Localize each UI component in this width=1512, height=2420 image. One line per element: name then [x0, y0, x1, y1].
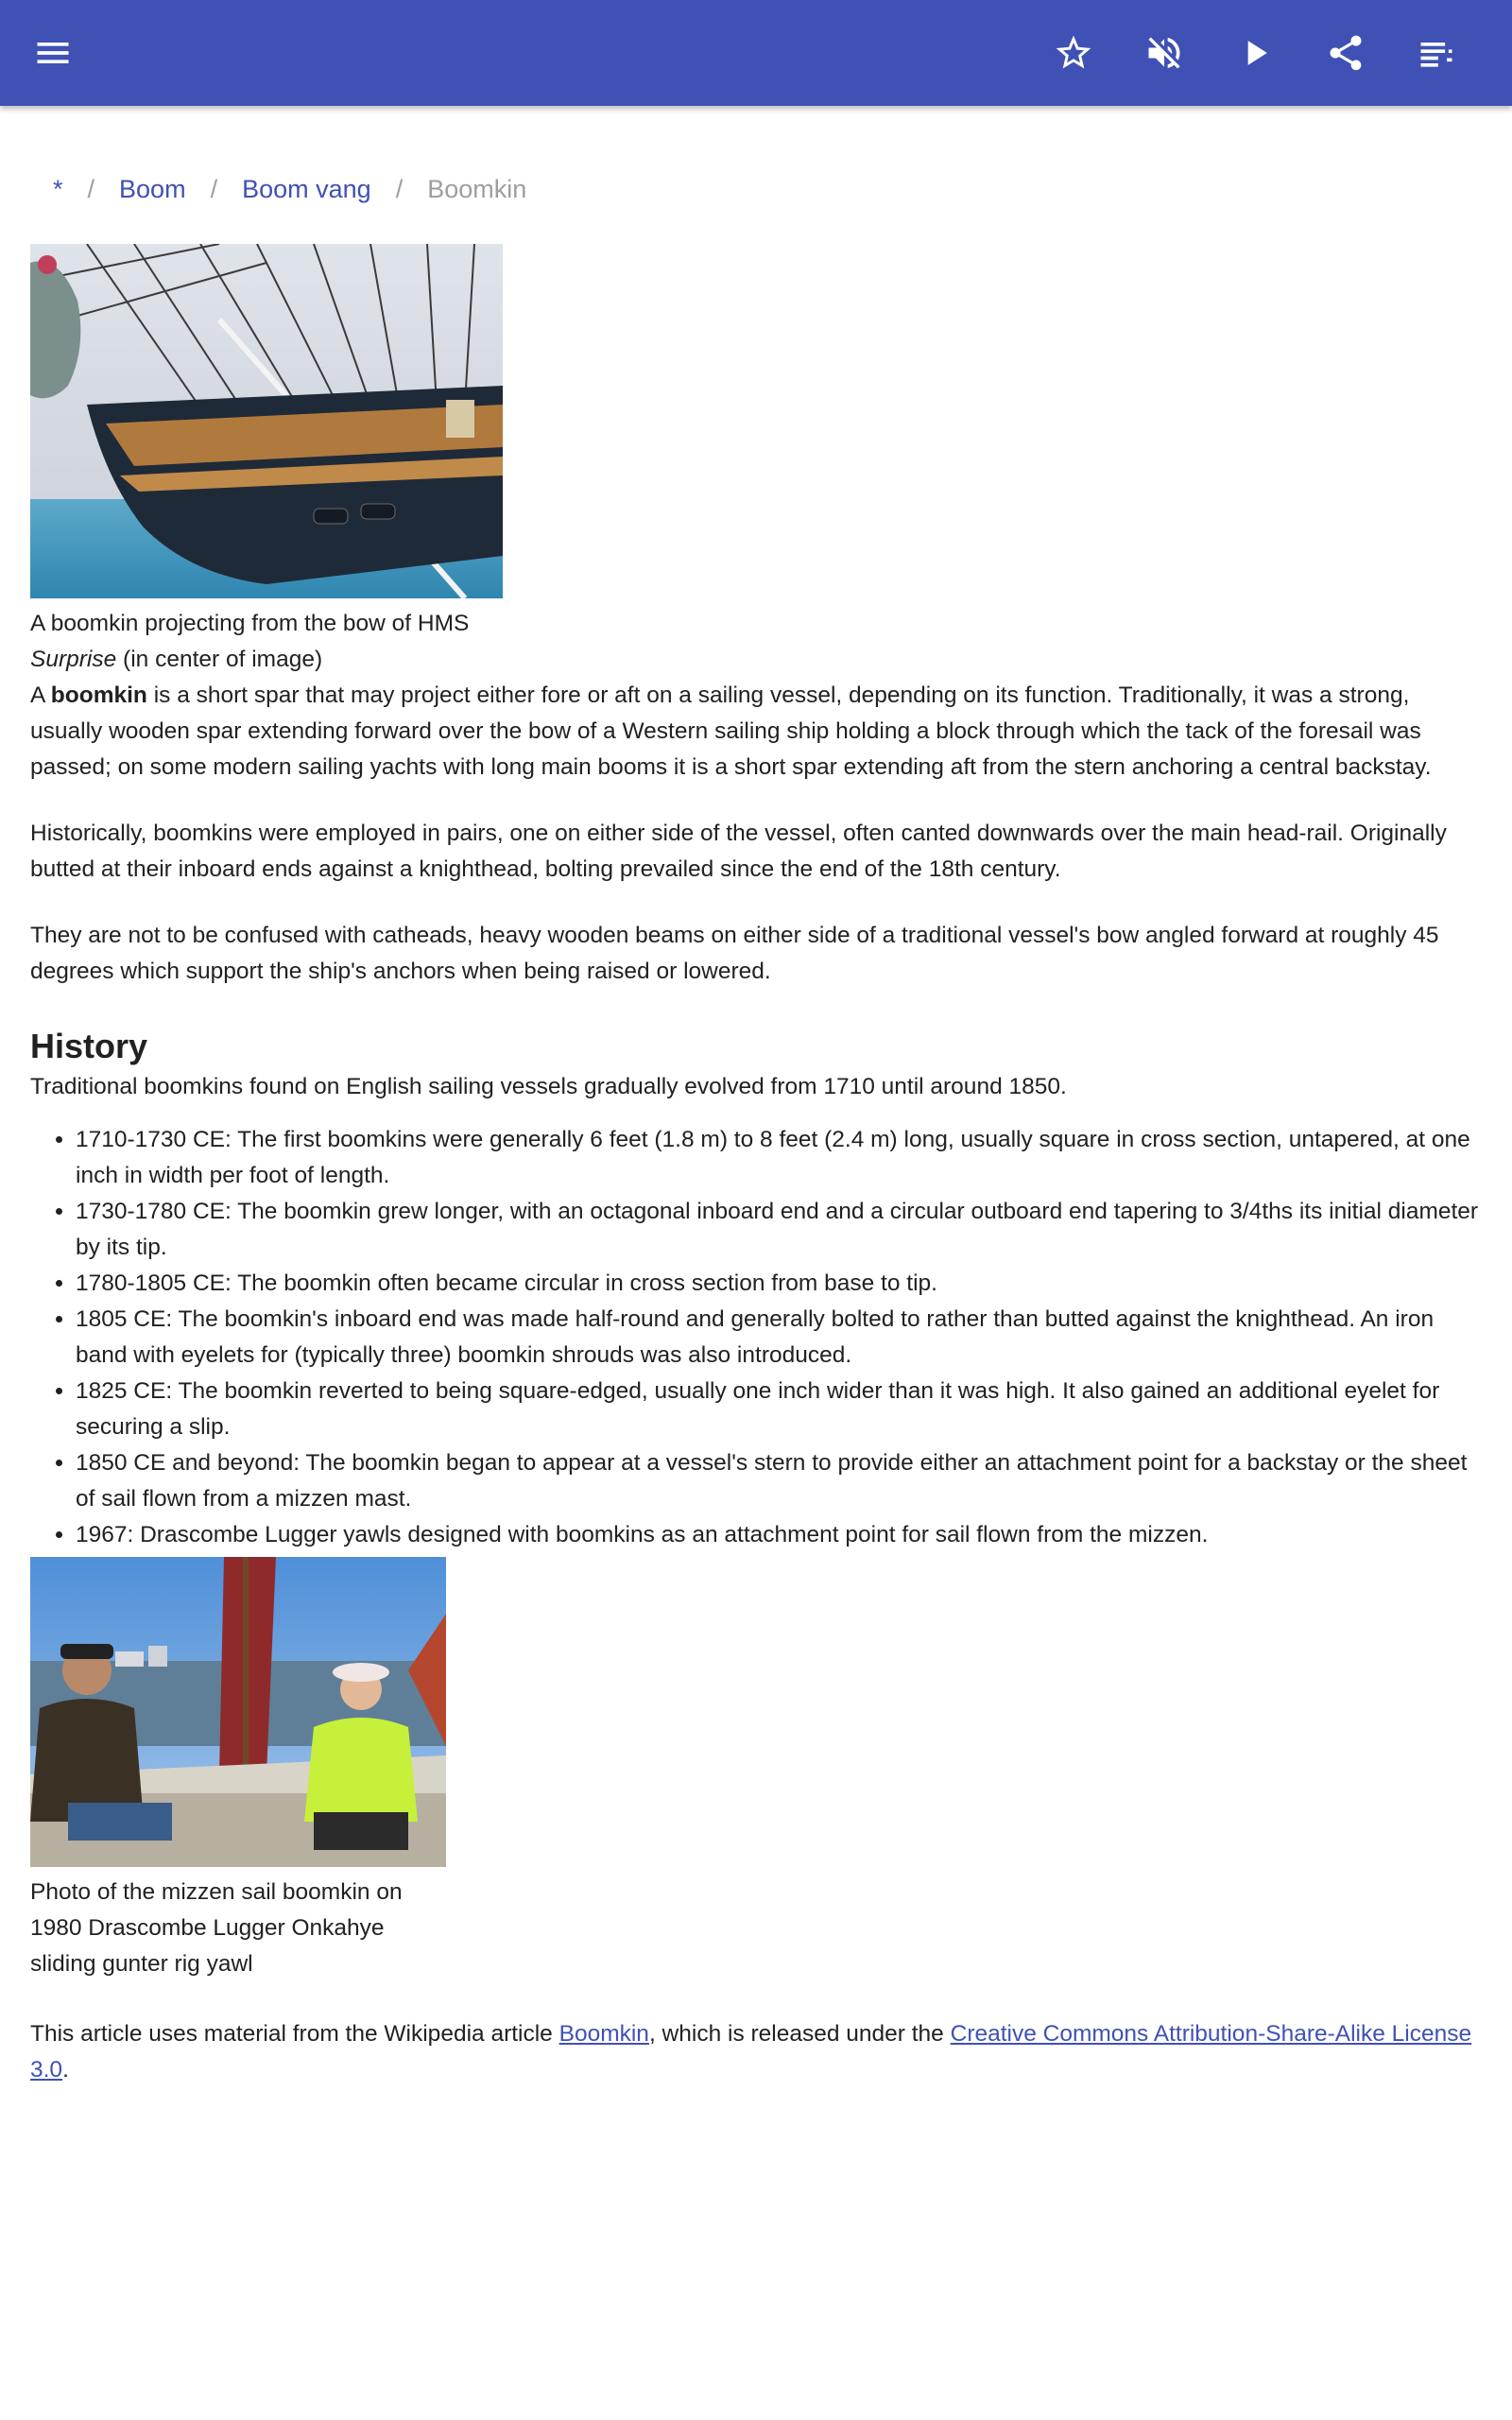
caption-text: A boomkin projecting from the bow of HMS: [30, 611, 470, 636]
app-bar: [0, 0, 1512, 106]
list-item: • 1805 CE: The boomkin's inboard end was made half-round and generally bolted to rather than butted against the knighthead. An iron band with eyelets for (typically three) boomkin shrouds was also introduced.: [76, 1302, 1482, 1374]
catheads-paragraph: They are not to be confused with catheads, heavy wooden beams on either side of a traditional vessel's bow angled forward at roughly 45 degrees which support the ship's anchors when being raised or lowered.: [30, 923, 1439, 984]
license-text: .: [62, 2057, 69, 2083]
figure-mizzen-boomkin: [30, 1557, 1482, 1982]
playlist-icon: [1416, 32, 1457, 74]
cc-license-link[interactable]: Creative Commons Attribution-Share-Alike License 3.0: [30, 2021, 1472, 2083]
mute-button[interactable]: [1134, 23, 1194, 83]
star-outline-icon: [1053, 32, 1094, 74]
breadcrumb: [53, 170, 526, 208]
play-icon: [1234, 32, 1276, 74]
menu-button[interactable]: [23, 23, 83, 83]
figure-caption: [30, 606, 474, 678]
caption-ship-name: Surprise: [30, 647, 117, 672]
share-button[interactable]: [1315, 23, 1376, 83]
breadcrumb-separator: /: [87, 174, 95, 203]
menu-icon: [32, 32, 74, 74]
paragraph-text: is a short spar that may project either fore or aft on a sailing vessel, depending on its function. Traditionally, it was a strong, usually wooden spar extending forward over the bow of a Western sailing ship holding a block through which the tack of the foresail was passed; on some modern sailing yachts with long main booms it is a short spar extending aft from the stern anchoring a central backstay.: [30, 683, 1432, 780]
bookmark-button[interactable]: [1043, 23, 1104, 83]
wikipedia-article-link[interactable]: Boomkin: [558, 2021, 649, 2047]
section-heading-history: History: [30, 1027, 148, 1065]
list-item: • 1710-1730 CE: The first boomkins were generally 6 feet (1.8 m) to 8 feet (2.4 m) long, usually square in cross section, untapered, at one inch in width per foot of length.: [76, 1122, 1482, 1194]
license-notice: [30, 2016, 1482, 2088]
history-timeline-list: [76, 1122, 1482, 1553]
volume-off-icon: [1143, 32, 1185, 74]
term-boomkin: boomkin: [50, 683, 147, 708]
list-item: • 1850 CE and beyond: The boomkin began to appear at a vessel's stern to provide either an attachment point for a backstay or the sheet of sail flown from a mizzen mast.: [76, 1445, 1482, 1517]
figure-boomkin-bow: [30, 244, 1482, 678]
paragraph-text: A: [30, 683, 51, 708]
list-item: • 1780-1805 CE: The boomkin often became circular in cross section from base to tip.: [76, 1266, 1482, 1302]
breadcrumb-current: Boomkin: [427, 174, 527, 203]
intro-paragraph: [30, 678, 1482, 786]
history-summary-paragraph: Historically, boomkins were employed in pairs, one on either side of the vessel, often canted downwards over the main head-rail. Originally butted at their inboard ends against a knighthead, bolting prevailed since the end of the 18th century.: [30, 821, 1447, 882]
breadcrumb-item-home[interactable]: *: [53, 174, 63, 203]
breadcrumb-separator: /: [210, 174, 218, 203]
breadcrumb-item-boom[interactable]: Boom: [119, 174, 186, 203]
breadcrumb-item-boom-vang[interactable]: Boom vang: [242, 174, 371, 203]
list-item: • 1967: Drascombe Lugger yawls designed with boomkins as an attachment point for sail flown from the mizzen.: [76, 1517, 1482, 1553]
list-item: • 1730-1780 CE: The boomkin grew longer, with an octagonal inboard end and a circular outboard end tapering to 3/4ths its initial diameter by its tip.: [76, 1194, 1482, 1266]
license-text: This article uses material from the Wikipedia article: [30, 2021, 559, 2047]
contents-button[interactable]: [1406, 23, 1467, 83]
figure-caption: Photo of the mizzen sail boomkin on 1980 Drascombe Lugger Onkahye sliding gunter rig yawl: [30, 1879, 403, 1977]
ship-bow-photo[interactable]: [30, 244, 503, 598]
play-button[interactable]: [1225, 23, 1285, 83]
sailboat-crew-photo[interactable]: [30, 1557, 446, 1867]
license-text: , which is released under the: [648, 2021, 951, 2047]
caption-text: (in center of image): [116, 647, 323, 672]
history-intro: Traditional boomkins found on English sailing vessels gradually evolved from 1710 until around 1850.: [30, 1074, 1067, 1099]
share-icon: [1325, 32, 1366, 74]
article-content: [30, 244, 1482, 2088]
list-item: • 1825 CE: The boomkin reverted to being square-edged, usually one inch wider than it was high. It also gained an additional eyelet for securing a slip.: [76, 1374, 1482, 1445]
breadcrumb-separator: /: [395, 174, 404, 203]
